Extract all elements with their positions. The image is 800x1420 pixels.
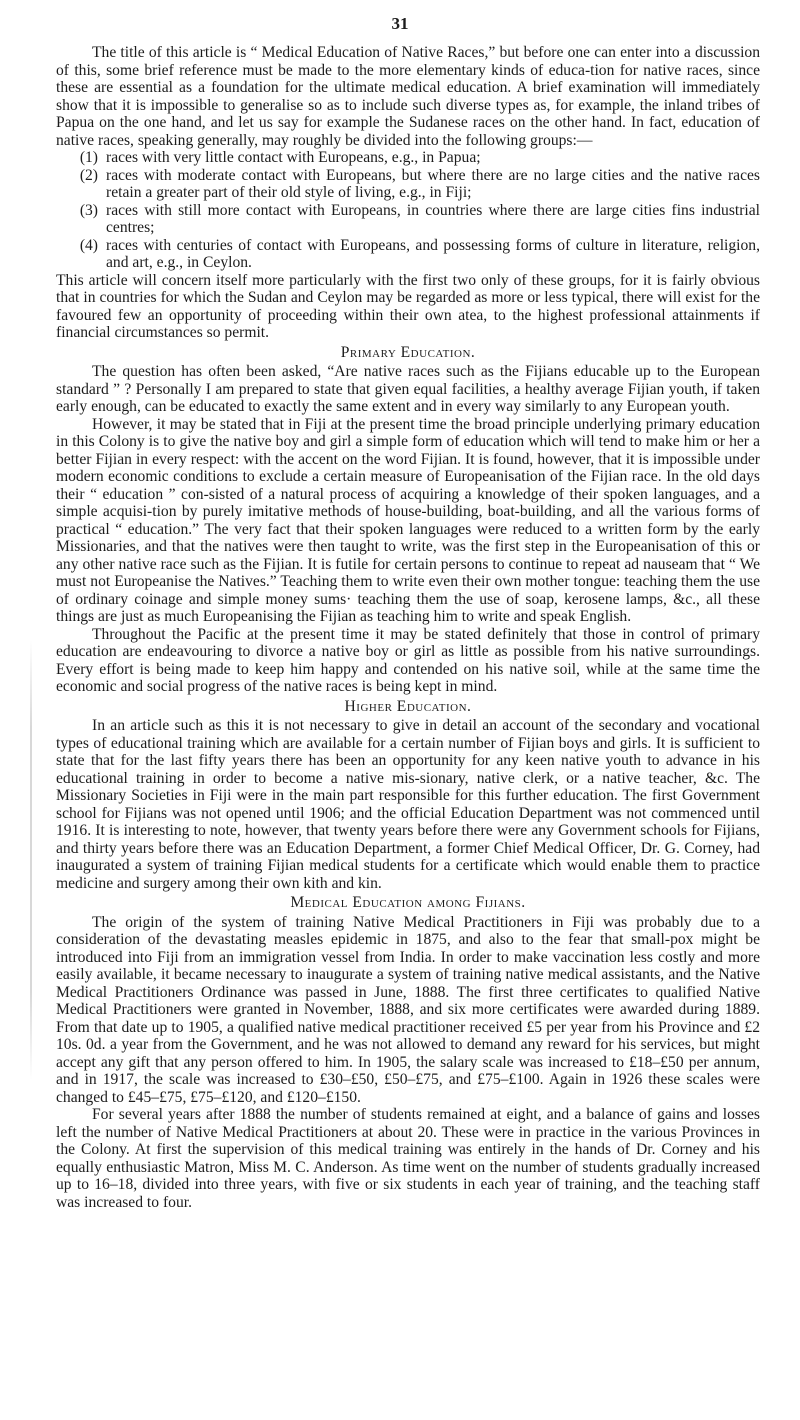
- paragraph: Throughout the Pacific at the present time it may be stated definitely that those in control of primary education are endeavouring to divorce a native boy or girl as little as possible from his native surroundings. Every effort is being made to keep him happy and contended on his native soil, while at the same time the economic and social progress of the native races is being kept in mind.: [56, 625, 760, 695]
- list-item: [70, 237, 760, 272]
- paragraph: The origin of the system of training Native Medical Practitioners in Fiji was probably due to a consideration of the devastating measles epidemic in 1875, and also to the fear that small-pox might be introduced into Fiji from an immigration vessel from India. In order to make vaccination less costly and more easily available, it became necessary to inaugurate a system of training native medical assistants, and the Native Medical Practitioners Ordinance was passed in June, 1888. The first three certificates to qualified Native Medical Practitioners were granted in November, 1888, and six more certificates were awarded during 1889. From that date up to 1905, a qualified native medical practitioner received £5 per year from his Province and £2 10s. 0d. a year from the Government, and he was not allowed to demand any reward for his services, but might accept any gift that any person offered to him. In 1905, the salary scale was increased to £18–£50 per annum, and in 1917, the scale was increased to £30–£50, £50–£75, and £75–£100. Again in 1926 these scales were changed to £45–£75, £75–£120, and £120–£150.: [56, 913, 760, 1106]
- list-item: [70, 149, 760, 167]
- list-item-number: (3): [79, 201, 98, 219]
- after-groups-paragraph: This article will concern itself more particularly with the first two only of these groups, for it is fairly obvious that in countries for which the Sudan and Ceylon may be regarded as more or less typical, there will exist for the favoured few an opportunity of proceeding within their own atea, to the highest professional attainments if financial circumstances so permit.: [56, 271, 760, 341]
- section-heading-primary: Primary Education.: [340, 343, 476, 361]
- paragraph: However, it may be stated that in Fiji at the present time the broad principle underlying primary education in this Colony is to give the native boy and girl a simple form of education which will tend to make him or her a better Fijian in every respect: with the accent on the word Fijian. It is found, however, that it is impossible under modern economic conditions to exclude a certain measure of Europeanisation of the Fijian race. In the old days their “ education ” con-sisted of a natural process of acquiring a knowledge of their spoken languages, and a simple acquisi-tion by purely imitative methods of house-building, boat-building, and all the various forms of practical “ education.” The very fact that their spoken languages were reduced to a written form by the early Missionaries, and that the natives were then taught to write, was the first step in the Europeanisation of this or any other native race such as the Fijian. It is futile for certain persons to continue to repeat ad nauseam that “ We must not Europeanise the Natives.” Teaching them to write even their own mother tongue: teaching them the use of ordinary coinage and simple money sums· teaching them the use of soap, kerosene lamps, &c., all these things are just as much Europeanising the Fijian as teaching him to write and speak English.: [56, 415, 760, 625]
- list-item: [70, 167, 760, 202]
- section-heading-higher: Higher Education.: [344, 697, 472, 715]
- paragraph: In an article such as this it is not necessary to give in detail an account of the secondary and vocational types of educational training which are available for a certain number of Fijian boys and girls. It is sufficient to state that for the last fifty years there has been an opportunity for any keen native youth to advance in his educational training in order to become a native mis-sionary, native clerk, or a native teacher, &c. The Missionary Societies in Fiji were in the main part responsible for this further education. The first Government school for Fijians was not opened until 1906; and the official Education Department was not commenced until 1916. It is interesting to note, however, that twenty years before there were any Government schools for Fijians, and thirty years before there was an Education Department, a former Chief Medical Officer, Dr. G. Corney, had inaugurated a system of training Fijian medical students for a certificate which would enable them to practice medicine and surgery among their own kith and kin.: [56, 717, 760, 892]
- intro-paragraph: The title of this article is “ Medical Education of Native Races,” but before one can enter into a discussion of this, some brief reference must be made to the more elementary kinds of educa-tion for native races, since these are essential as a foundation for the ultimate medical education. A brief examination will immediately show that it is impossible to generalise so as to include such diverse types as, for example, the inland tribes of Papua on the one hand, and let us say for example the Sudanese races on the other hand. In fact, education of native races, speaking generally, may roughly be divided into the following groups:—: [56, 44, 760, 149]
- binding-shadow: [30, 640, 32, 1080]
- list-item-number: (1): [79, 149, 98, 166]
- groups-list: [56, 149, 760, 272]
- paragraph: For several years after 1888 the number of students remained at eight, and a balance of gains and losses left the number of Native Medical Practitioners at about 20. These were in practice in the various Provinces in the Colony. At first the supervision of this medical training was entirely in the hands of Dr. Corney and his equally enthusiastic Matron, Miss M. C. Anderson. As time went on the number of students gradually increased up to 16–18, divided into three years, with five or six students in each year of training, and the teaching staff was increased to four.: [56, 1106, 760, 1211]
- list-item-text: races with still more contact with Europeans, in countries where there are large cities fins industrial centres;: [106, 201, 760, 236]
- page-number: 31: [391, 14, 409, 33]
- list-item-text: races with moderate contact with Europeans, but where there are no large cities and the native races retain a greater part of their old style of living, e.g., in Fiji;: [106, 166, 760, 201]
- list-item: [70, 202, 760, 237]
- paragraph: The question has often been asked, “Are native races such as the Fijians educable up to the European standard ” ? Personally I am prepared to state that given equal facilities, a healthy average Fijian youth, if taken early enough, can be educated to exactly the same extent and in every way similarly to any European youth.: [56, 363, 760, 415]
- section-heading-medical: Medical Education among Fijians.: [290, 894, 526, 911]
- list-item-text: races with centuries of contact with Europeans, and possessing forms of culture in literature, religion, and art, e.g., in Ceylon.: [106, 236, 760, 271]
- list-item-text: races with very little contact with Europeans, e.g., in Papua;: [106, 149, 481, 166]
- list-item-number: (2): [79, 166, 98, 184]
- list-item-number: (4): [79, 236, 98, 254]
- article-body: [56, 44, 760, 1211]
